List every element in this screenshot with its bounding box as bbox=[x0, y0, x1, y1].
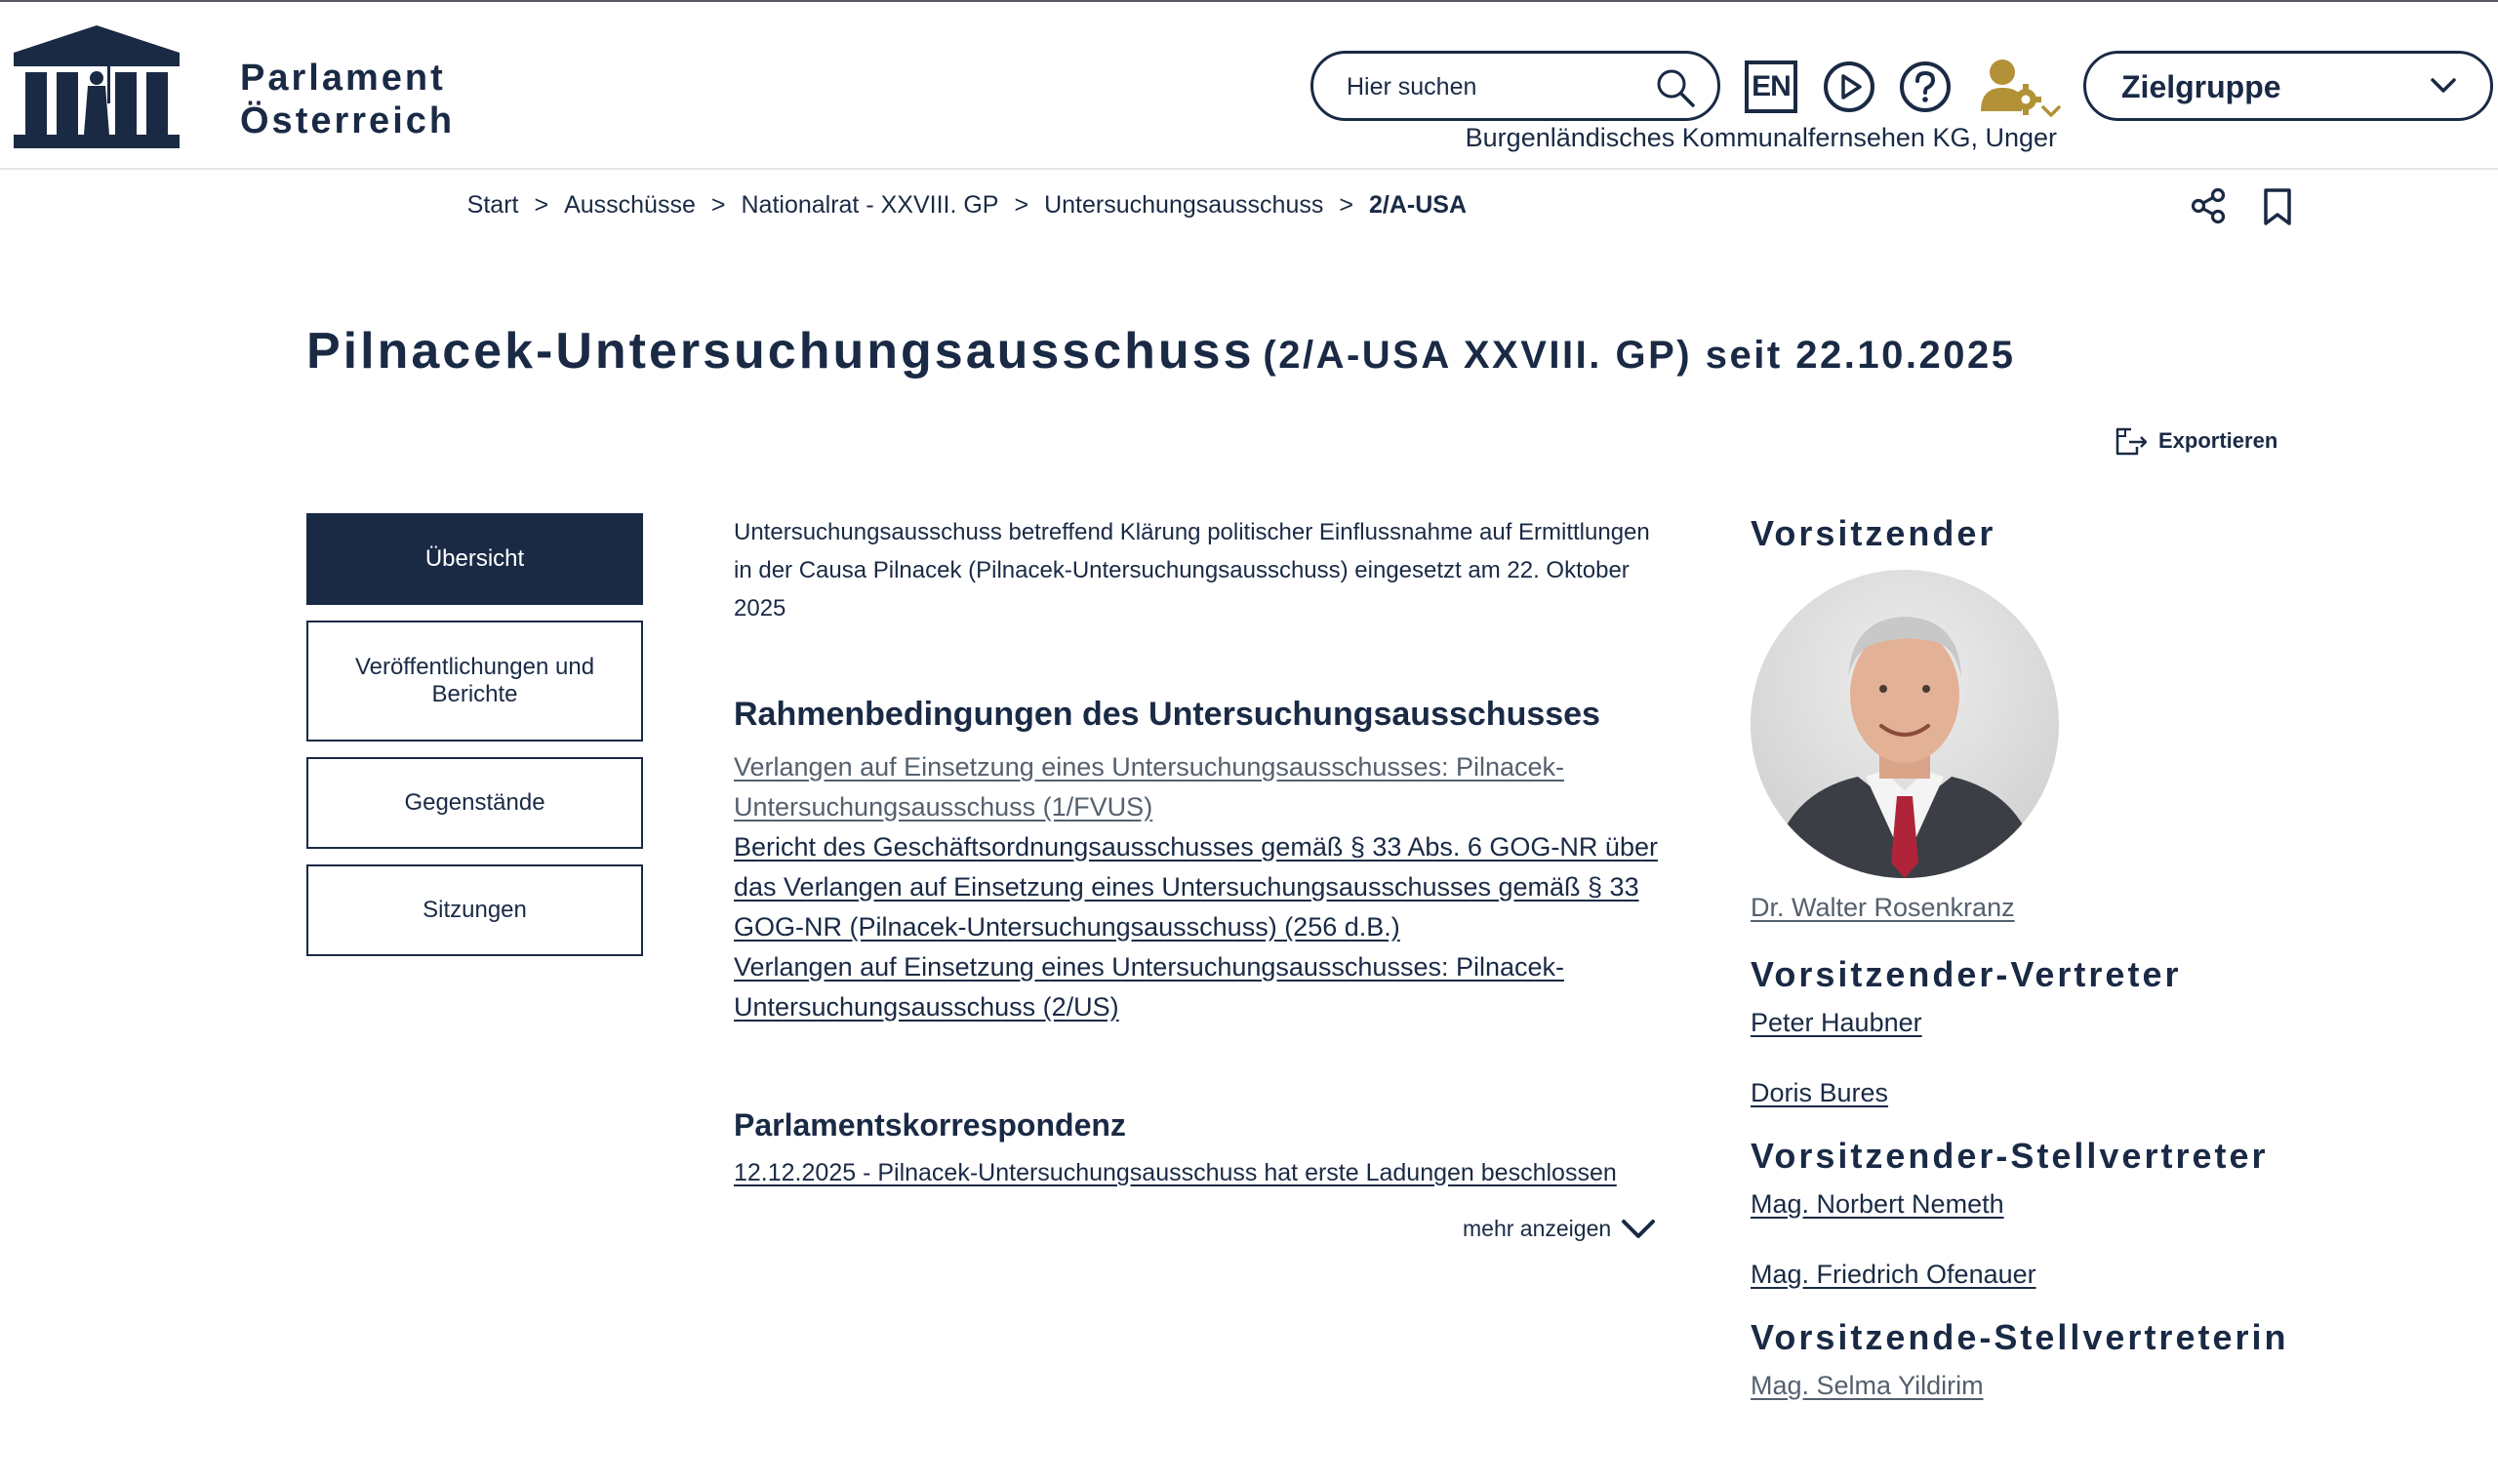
link-256-db[interactable]: Bericht des Geschäftsordnungsausschusses gemäß § 33 Abs. 6 GOG-NR über das Verlangen auf Einsetzung eines Untersuchungsausschusses gemäß § 33 GOG-NR (Pilnacek-Untersuchungsausschuss) (256 d.B.) bbox=[734, 832, 1658, 942]
rep-link-bures[interactable]: Doris Bures bbox=[1751, 1078, 1889, 1107]
page-title bbox=[306, 322, 2015, 381]
show-more-button[interactable] bbox=[1463, 1216, 1656, 1242]
breadcrumb-current: 2/A-USA bbox=[1368, 191, 1467, 219]
chevron-down-icon bbox=[2430, 77, 2457, 95]
help-icon[interactable] bbox=[1899, 60, 1952, 113]
chair-heading: Vorsitzender bbox=[1751, 513, 1996, 553]
search-icon[interactable] bbox=[1655, 67, 1696, 108]
committee-members bbox=[1751, 513, 2336, 1403]
tab-veroeffentlichungen[interactable]: Veröffentlichungen und Berichte bbox=[306, 621, 643, 742]
breadcrumb-separator: > bbox=[1014, 191, 1029, 219]
page-title-sub: (2/A-USA XXVIII. GP) seit 22.10.2025 bbox=[1263, 334, 2016, 377]
breadcrumb-ausschuesse[interactable]: Ausschüsse bbox=[564, 191, 696, 219]
export-button[interactable] bbox=[2114, 425, 2277, 457]
search-input[interactable] bbox=[1347, 67, 1639, 106]
tab-gegenstaende[interactable]: Gegenstände bbox=[306, 757, 643, 849]
share-icon[interactable] bbox=[2190, 187, 2227, 224]
page-title-main: Pilnacek-Untersuchungsausschuss bbox=[306, 323, 1255, 380]
tab-sitzungen[interactable]: Sitzungen bbox=[306, 864, 643, 956]
deputy-link-ofenauer[interactable]: Mag. Friedrich Ofenauer bbox=[1751, 1260, 2036, 1289]
rep-heading: Vorsitzender-Vertreter bbox=[1751, 954, 2182, 994]
logo-wordmark[interactable] bbox=[240, 57, 455, 142]
logged-in-organization: Burgenländisches Kommunalfernsehen KG, Unger bbox=[1465, 123, 2057, 152]
section-title: Rahmenbedingungen des Untersuchungsausschusses bbox=[734, 696, 1600, 733]
parliament-logo-icon[interactable] bbox=[14, 25, 180, 148]
chair-portrait[interactable] bbox=[1751, 570, 2059, 878]
site-header bbox=[0, 2, 2498, 170]
user-settings-icon[interactable] bbox=[1977, 57, 2067, 125]
page-actions bbox=[2190, 187, 2293, 226]
intro-text: Untersuchungsausschuss betreffend Klärung politischer Einflussnahme auf Ermittlungen in der Causa Pilnacek (Pilnacek-Untersuchungsausschuss) eingesetzt am 22. Oktober 2025 bbox=[734, 519, 1650, 622]
breadcrumb-nationalrat[interactable]: Nationalrat - XXVIII. GP bbox=[741, 191, 999, 219]
section-nav bbox=[306, 513, 643, 972]
deputy-link-nemeth[interactable]: Mag. Norbert Nemeth bbox=[1751, 1189, 2004, 1219]
show-more-label: mehr anzeigen bbox=[1463, 1216, 1612, 1241]
breadcrumb-start[interactable]: Start bbox=[466, 191, 519, 219]
bookmark-icon[interactable] bbox=[2262, 187, 2293, 226]
chevron-down-icon bbox=[1621, 1219, 1656, 1240]
audience-select-value: Zielgruppe bbox=[2121, 69, 2281, 104]
parlamentskorrespondenz-heading: Parlamentskorrespondenz bbox=[734, 1107, 1126, 1143]
tab-uebersicht[interactable]: Übersicht bbox=[306, 513, 643, 605]
audience-select[interactable] bbox=[2083, 51, 2493, 121]
link-1-fvus[interactable]: Verlangen auf Einsetzung eines Untersuchungsausschusses: Pilnacek-Untersuchungsausschuss (1/FVUS) bbox=[734, 752, 1565, 822]
breadcrumb bbox=[467, 191, 1467, 220]
deputy-heading: Vorsitzender-Stellvertreter bbox=[1751, 1136, 2269, 1176]
logo-line2: Österreich bbox=[240, 100, 456, 141]
breadcrumb-separator: > bbox=[710, 191, 726, 219]
export-label: Exportieren bbox=[2158, 428, 2278, 453]
logo-line1: Parlament bbox=[240, 58, 446, 99]
breadcrumb-separator: > bbox=[534, 191, 549, 219]
rep-link-haubner[interactable]: Peter Haubner bbox=[1751, 1008, 1922, 1037]
deputy-f-heading: Vorsitzende-Stellvertreterin bbox=[1751, 1317, 2289, 1357]
chair-name-link[interactable]: Dr. Walter Rosenkranz bbox=[1751, 893, 2015, 922]
document-links bbox=[734, 747, 1671, 1027]
press-link[interactable]: 12.12.2025 - Pilnacek-Untersuchungsausschuss hat erste Ladungen beschlossen bbox=[734, 1159, 1617, 1186]
deputy-f-link-yildirim[interactable]: Mag. Selma Yildirim bbox=[1751, 1371, 1984, 1400]
play-icon[interactable] bbox=[1823, 60, 1875, 113]
breadcrumb-separator: > bbox=[1339, 191, 1353, 219]
main-content bbox=[734, 513, 1671, 1190]
breadcrumb-untersuchungsausschuss[interactable]: Untersuchungsausschuss bbox=[1044, 191, 1324, 219]
export-icon bbox=[2114, 425, 2149, 457]
link-2-us[interactable]: Verlangen auf Einsetzung eines Untersuchungsausschusses: Pilnacek-Untersuchungsausschuss (2/US) bbox=[734, 952, 1565, 1022]
language-switch-button[interactable]: EN bbox=[1745, 60, 1797, 113]
search-box[interactable] bbox=[1310, 51, 1720, 121]
